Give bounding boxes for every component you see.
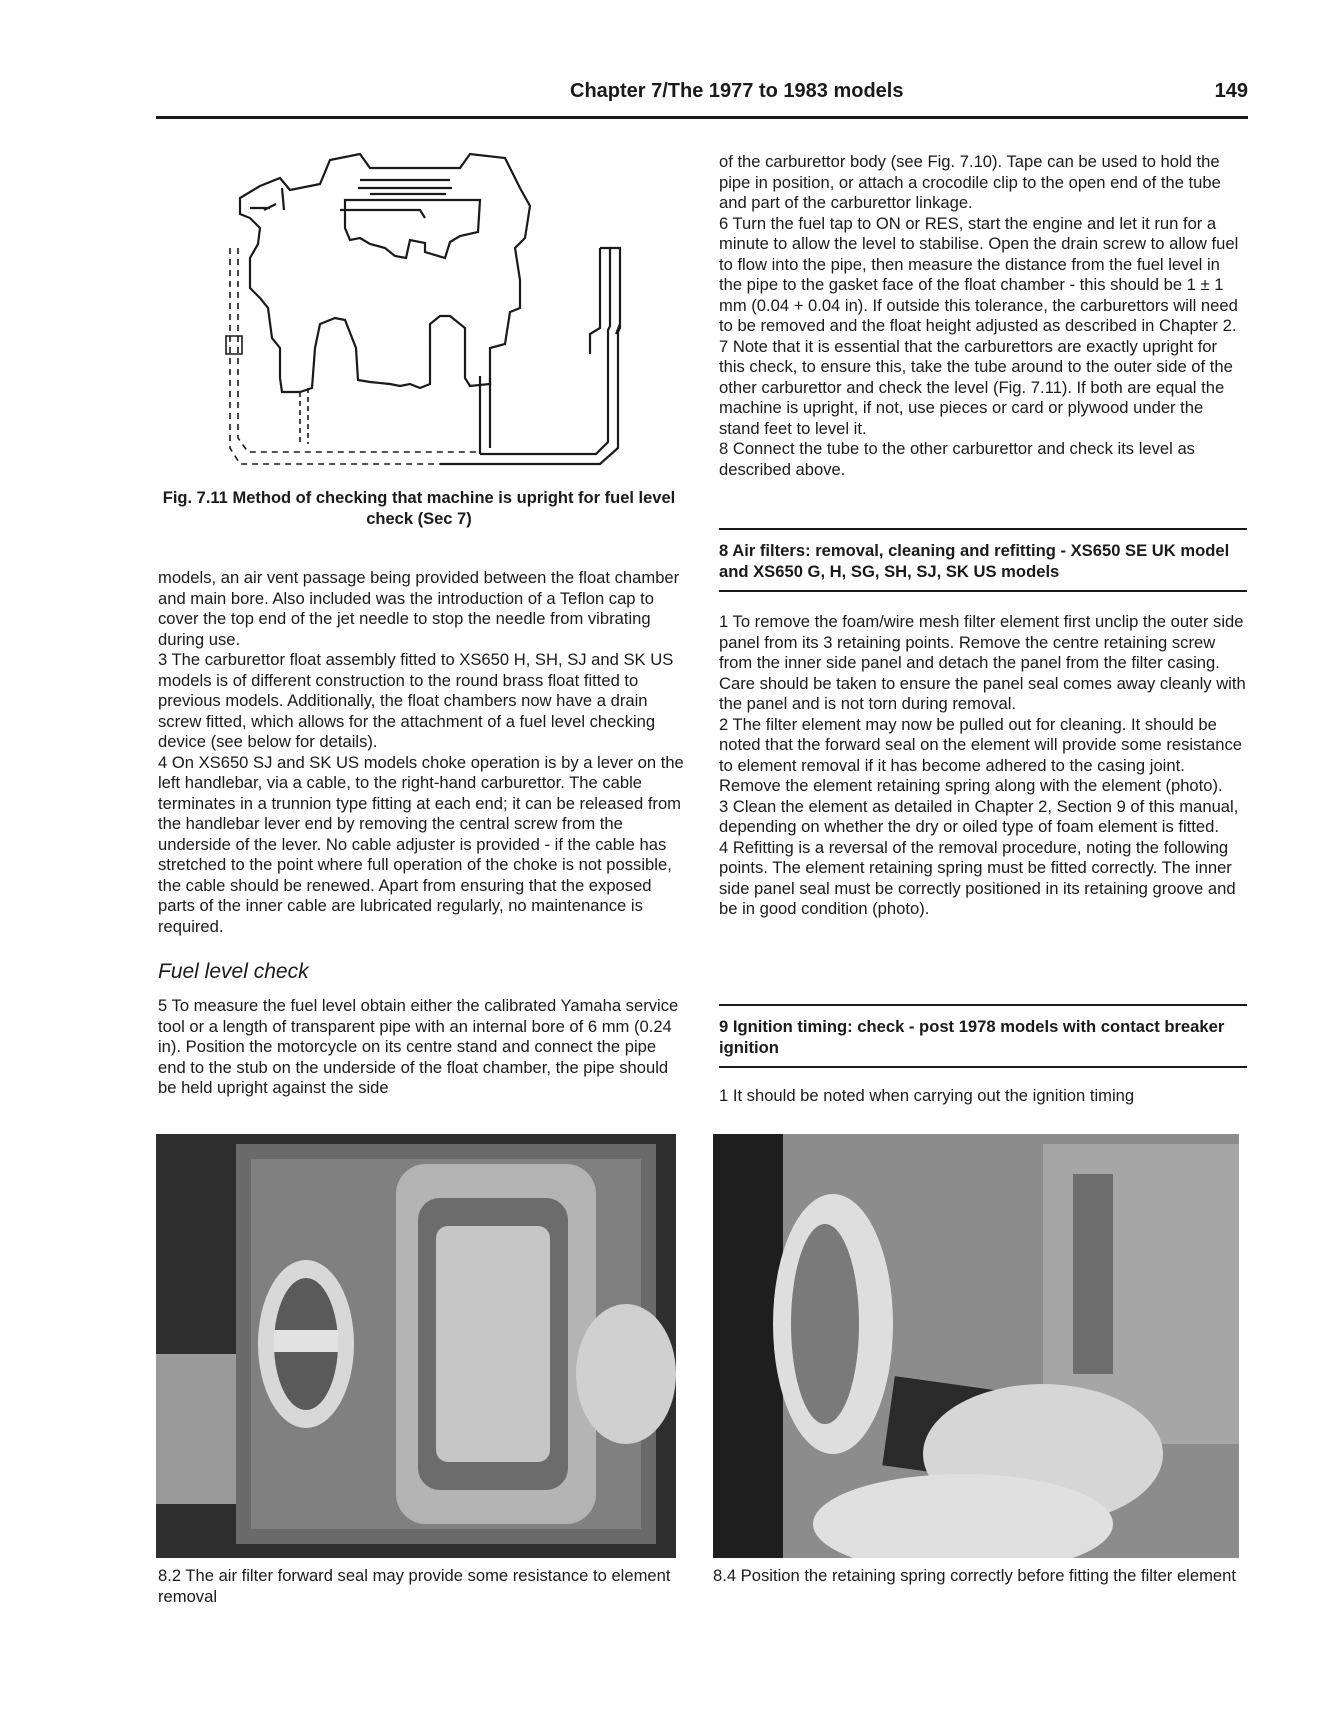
photo-retaining-spring — [713, 1134, 1239, 1558]
photo-air-filter-seal — [156, 1134, 676, 1558]
engine-level-check-diagram — [220, 148, 650, 486]
page-number: 149 — [1214, 80, 1248, 102]
paragraph: models, an air vent passage being provided between the float chamber and main bore. Also included was the introduction of a Teflon cap to cover the top end of the jet needle to stop the needle from vibrating during use. — [158, 568, 680, 649]
section-8-heading: 8 Air filters: removal, cleaning and refitting - XS650 SE UK model and XS650 G, H, SG, SH, SJ, SK US models — [719, 528, 1247, 592]
paragraph: 4 Refitting is a reversal of the removal procedure, noting the following points. The element retaining spring must be fitted correctly. The inner side panel seal must be correctly positioned in its retaining groove and be in good condition (photo). — [719, 837, 1236, 918]
paragraph: 1 To remove the foam/wire mesh filter element first unclip the outer side panel from its 3 retaining points. Remove the centre retaining screw from the inner side panel and detach the panel from the filter casing. Care should be taken to ensure the panel seal comes away cleanly with the panel and is not torn during removal. — [719, 612, 1246, 713]
chapter-title: Chapter 7/The 1977 to 1983 models — [570, 80, 904, 102]
sub-heading-fuel-level-check: Fuel level check — [158, 960, 309, 983]
paragraph: 4 On XS650 SJ and SK US models choke operation is by a lever on the left handlebar, via a cable, to the right-hand carburettor. The cable terminates in a trunnion type fitting at each end; it can be released from the handlebar lever end by removing the central screw from the underside of the lever. No cable adjuster is provided - if the cable has stretched to the point where full operation of the choke is not possible, the cable should be renewed. Apart from ensuring that the exposed parts of the inner cable are lubricated regularly, no maintenance is required. — [158, 752, 684, 936]
paragraph: 7 Note that it is essential that the carburettors are exactly upright for this check, to ensure this, take the tube around to the outer side of the other carburettor and check the level (Fig. 7.11). If both are equal the machine is upright, if not, use pieces or card or plywood under the stand feet to level it. — [719, 336, 1233, 438]
paragraph: 1 It should be noted when carrying out the ignition timing — [719, 1086, 1135, 1105]
section-9-heading: 9 Ignition timing: check - post 1978 models with contact breaker ignition — [719, 1004, 1247, 1068]
paragraph: 2 The filter element may now be pulled out for cleaning. It should be noted that the forward seal on the element will provide some resistance to element removal if it has become adhered to the casing joint. Remove the element retaining spring along with the element (photo). — [719, 714, 1242, 795]
paragraph: 8 Connect the tube to the other carburettor and check its level as described above. — [719, 439, 1195, 479]
paragraph: 3 Clean the element as detailed in Chapter 2, Section 9 of this manual, depending on whether the dry or oiled type of foam element is fitted. — [719, 796, 1239, 836]
section-9-text — [719, 1086, 1247, 1107]
paragraph: 5 To measure the fuel level obtain either the calibrated Yamaha service tool or a length of transparent pipe with an internal bore of 6 mm (0.24 in). Position the motorcycle on its centre stand and connect the pipe end to the stub on the underside of the float chamber, the pipe should be held upright against the side — [158, 996, 679, 1097]
left-column-text — [158, 568, 686, 937]
paragraph: of the carburettor body (see Fig. 7.10). Tape can be used to hold the pipe in position, or attach a crocodile clip to the open end of the tube and part of the carburettor linkage. — [719, 152, 1221, 212]
photo-caption-right: 8.4 Position the retaining spring correctly before fitting the filter element — [713, 1566, 1236, 1585]
section-8-text — [719, 612, 1247, 920]
photo-caption-left: 8.2 The air filter forward seal may provide some resistance to element removal — [158, 1566, 671, 1606]
figure-caption: Fig. 7.11 Method of checking that machine is upright for fuel level check (Sec 7) — [162, 489, 676, 528]
paragraph: 3 The carburettor float assembly fitted to XS650 H, SH, SJ and SK US models is of different construction to the round brass float fitted to previous models. Additionally, the float chambers now have a drain screw fitted, which allows for the attachment of a fuel level checking device (see below for details). — [158, 650, 674, 751]
paragraph: 6 Turn the fuel tap to ON or RES, start the engine and let it run for a minute to allow the level to stabilise. Open the drain screw to allow fuel to flow into the pipe, then measure the distance from the fuel level in the pipe to the gasket face of the float chamber - this should be 1 ± 1 mm (0.04 + 0.04 in). If outside this tolerance, the carburettors will need to be removed and the float height adjusted as described in Chapter 2. — [719, 213, 1239, 335]
page-header — [156, 76, 1248, 119]
right-column-text — [719, 152, 1247, 480]
left-column-text-2 — [158, 996, 686, 1099]
